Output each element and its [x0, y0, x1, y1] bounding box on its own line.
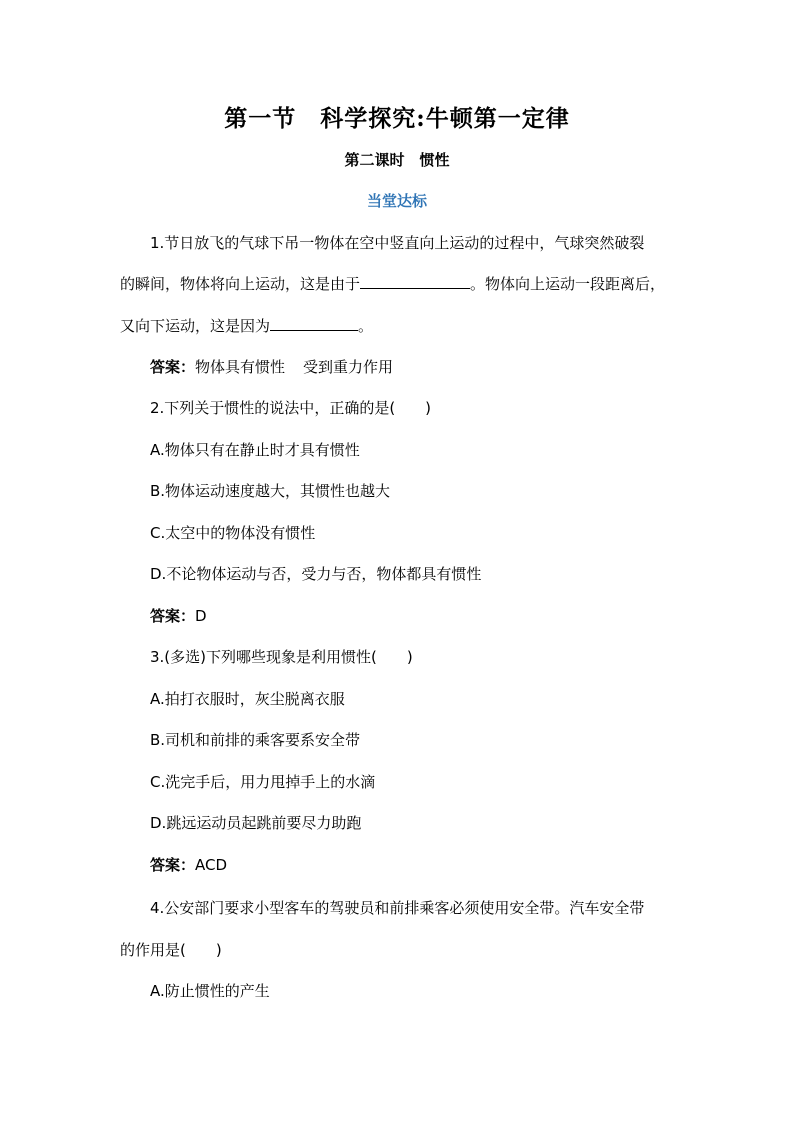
- q1-blank-2: [270, 316, 358, 331]
- q2-option-d: D.不论物体运动与否，受力与否，物体都具有惯性: [150, 565, 482, 583]
- q3-option-b: B.司机和前排的乘客要系安全带: [150, 731, 361, 749]
- q2-option-c: C.太空中的物体没有惯性: [150, 524, 316, 542]
- q4-option-a: A.防止惯性的产生: [150, 982, 270, 1000]
- section-heading: 当堂达标: [366, 192, 427, 210]
- q3-answer: [150, 855, 227, 875]
- q3-option-a: A.拍打衣服时，灰尘脱离衣服: [150, 690, 345, 708]
- q3-option-d: D.跳远运动员起跳前要尽力助跑: [150, 814, 362, 832]
- q1-stem-line2: [120, 274, 665, 294]
- q2-answer: [150, 606, 207, 626]
- q4-stem-line2: 的作用是( ): [120, 941, 222, 959]
- q1-answer-2: 受到重力作用: [303, 358, 394, 376]
- q1-text-b: 。物体向上运动一段距离后，: [470, 275, 666, 293]
- q1-text-a: 的瞬间，物体将向上运动，这是由于: [120, 275, 361, 293]
- q3-stem: 3.(多选)下列哪些现象是利用惯性( ): [150, 648, 413, 666]
- q1-stem-line1: 1.节日放飞的气球下吊一物体在空中竖直向上运动的过程中，气球突然破裂: [150, 234, 645, 252]
- q2-stem: 2.下列关于惯性的说法中，正确的是( ): [150, 399, 432, 417]
- q2-answer-value: D: [195, 607, 207, 625]
- answer-label: 答案：: [150, 358, 196, 376]
- q2-option-a: A.物体只有在静止时才具有惯性: [150, 441, 360, 459]
- q1-text-c: 又向下运动，这是因为: [120, 317, 271, 335]
- answer-label: 答案：: [150, 607, 196, 625]
- document-subtitle: 第二课时 惯性: [344, 151, 450, 169]
- q4-stem-line1: 4.公安部门要求小型客车的驾驶员和前排乘客必须使用安全带。汽车安全带: [150, 899, 645, 917]
- q3-option-c: C.洗完手后，用力甩掉手上的水滴: [150, 773, 376, 791]
- answer-label: 答案：: [150, 856, 196, 874]
- q1-answer-1: 物体具有惯性: [195, 358, 286, 376]
- q2-option-b: B.物体运动速度越大，其惯性也越大: [150, 482, 391, 500]
- q1-stem-line3: [120, 316, 373, 336]
- q1-blank-1: [360, 274, 470, 289]
- q1-answer: [150, 357, 393, 377]
- q1-text-d: 。: [358, 317, 374, 335]
- q3-answer-value: ACD: [195, 856, 228, 874]
- document-title: 第一节 科学探究:牛顿第一定律: [224, 105, 570, 132]
